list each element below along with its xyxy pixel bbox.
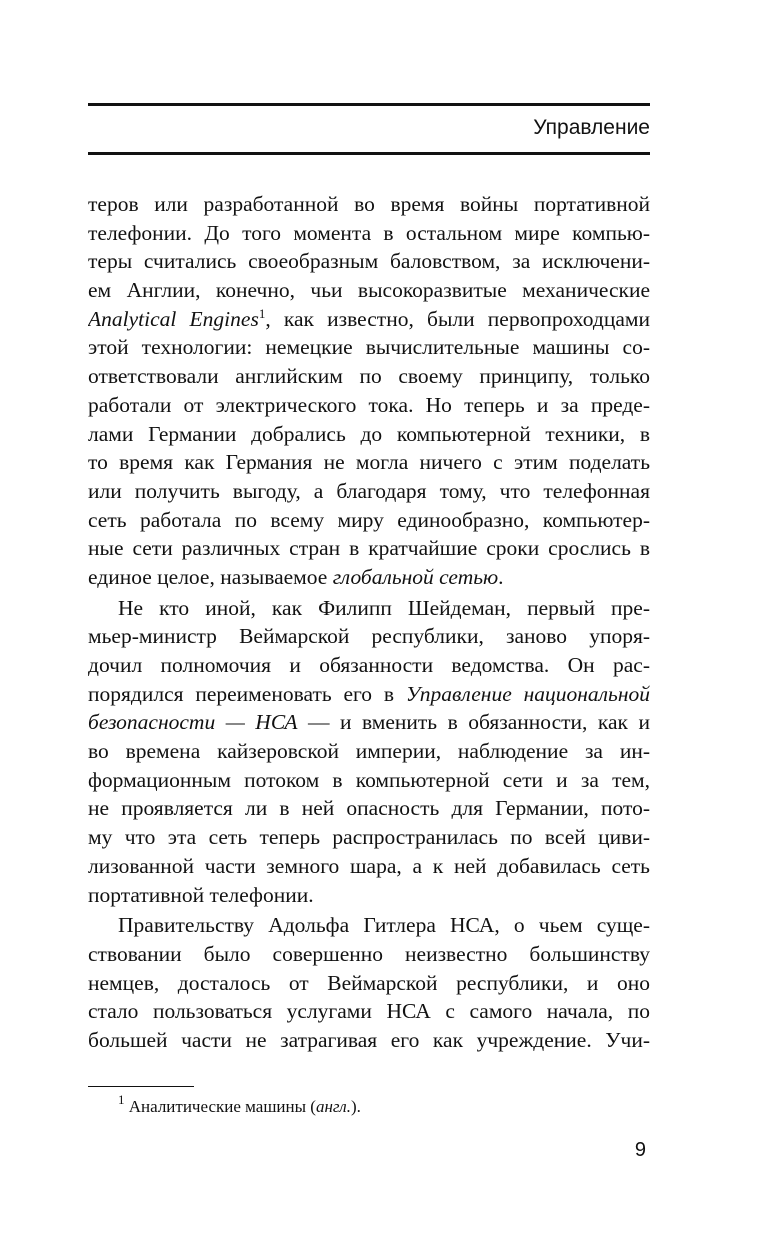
italic-term: Управление национальной xyxy=(405,681,650,706)
text-line: сеть работала по всему миру единообразно, компьютер- xyxy=(88,507,650,532)
footnote-separator xyxy=(88,1086,194,1087)
text-line xyxy=(88,708,650,737)
footnote-close: ). xyxy=(350,1097,361,1116)
text-fragment: — и вменить в обязанности, как и xyxy=(297,710,650,735)
header-top-rule xyxy=(88,103,650,106)
text-line: Не кто иной, как Филипп Шейдеман, первый пре- xyxy=(118,595,650,620)
text-fragment: единое целое, называемое xyxy=(88,564,333,589)
italic-term: Analytical Engines xyxy=(88,306,259,331)
text-line xyxy=(88,305,650,334)
footnote-reference: 1 xyxy=(258,305,266,321)
text-line: большей части не затрагивая его как учреждение. Учи- xyxy=(88,1027,650,1052)
header-bottom-rule xyxy=(88,152,650,155)
text-line: портативной телефонии. xyxy=(88,882,314,907)
text-line: теров или разработанной во время войны портативной xyxy=(88,192,650,216)
italic-term: безопасности — НСА xyxy=(88,710,298,735)
text-fragment: . xyxy=(498,564,504,589)
text-line: мьер-министр Веймарской республики, заново упоря- xyxy=(88,624,650,649)
text-line xyxy=(88,680,650,709)
text-line: лизованной части земного шара, а к ней добавилась сеть xyxy=(88,853,650,878)
text-line: то время как Германия не могла ничего с этим поделать xyxy=(88,450,650,475)
text-line: му что эта сеть теперь распространилась по всей циви- xyxy=(88,825,650,850)
text-line: телефонии. До того момента в остальном мире компью- xyxy=(88,220,650,245)
footnote-italic: англ. xyxy=(315,1097,351,1116)
text-line: или получить выгоду, а благодаря тому, что телефонная xyxy=(88,478,650,503)
footnote xyxy=(118,1092,361,1118)
text-fragment: порядился переименовать его в xyxy=(88,681,406,706)
text-line: лами Германии добрались до компьютерной техники, в xyxy=(88,421,650,446)
text-line: этой технологии: немецкие вычислительные машины со- xyxy=(88,335,650,360)
running-title: Управление xyxy=(533,116,650,139)
text-line: теры считались своеобразным баловством, за исключени- xyxy=(88,249,650,274)
text-line: во времена кайзеровской империи, наблюдение за ин- xyxy=(88,739,650,764)
text-line xyxy=(88,563,650,592)
main-text xyxy=(88,190,650,1055)
text-line: не проявляется ли в ней опасность для Германии, пото- xyxy=(88,796,650,821)
footnote-text: Аналитические машины ( xyxy=(128,1097,316,1116)
text-fragment: , как известно, были первопроходцами xyxy=(265,306,650,331)
text-line: ствовании было совершенно неизвестно большинству xyxy=(88,941,650,966)
text-line: ответствовали английским по своему принципу, только xyxy=(88,364,650,389)
page-number: 9 xyxy=(634,1139,646,1161)
text-line: Правительству Адольфа Гитлера НСА, о чьем суще- xyxy=(118,913,650,938)
text-line: ем Англии, конечно, чьи высокоразвитые механические xyxy=(88,278,650,303)
text-line: формационным потоком в компьютерной сети и за тем, xyxy=(88,767,650,792)
text-line: дочил полномочия и обязанности ведомства. Он рас- xyxy=(88,653,650,677)
text-line: немцев, досталось от Веймарской республики, и оно xyxy=(88,970,650,995)
text-line: стало пользоваться услугами НСА с самого начала, по xyxy=(88,999,650,1024)
text-line: работали от электрического тока. Но теперь и за преде- xyxy=(88,392,650,417)
footnote-marker: 1 xyxy=(118,1092,125,1107)
italic-term: глобальной сетью xyxy=(332,564,499,589)
text-line: ные сети различных стран в кратчайшие сроки срослись в xyxy=(88,536,650,561)
